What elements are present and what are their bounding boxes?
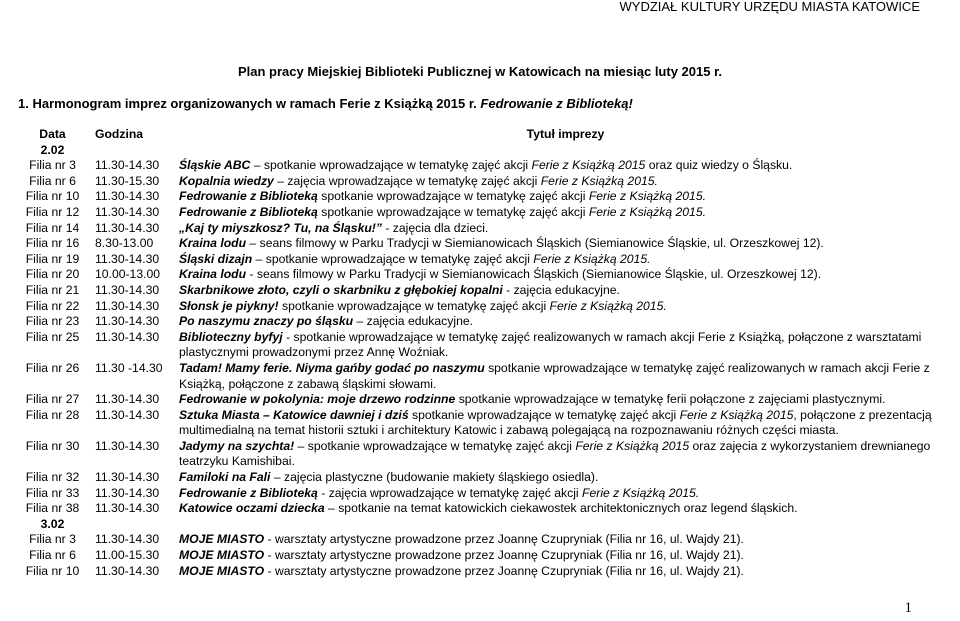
table-row: [12, 408, 954, 439]
event-name: Słonsk je piykny!: [179, 298, 279, 313]
branch-cell: Filia nr 22: [25, 298, 80, 313]
event-separator: -: [264, 548, 275, 563]
event-campaign-name: Ferie z Książką 2015.: [588, 189, 707, 204]
table-row: [12, 299, 954, 315]
time-cell: 8.30-13.00: [95, 236, 154, 251]
table-row: [12, 314, 954, 330]
table-row: [12, 564, 954, 580]
table-row: [12, 221, 954, 237]
event-text: seans filmowy w Parku Tradycji w Siemianowicach Śląskich (Siemianowice Śląskie, ul. Orzeszkowej 12).: [259, 236, 824, 251]
event-text-tail: oraz zajęcia z wykorzystaniem drewnianego teatrzyku Kamishibai.: [179, 438, 931, 469]
event-name: Kraina lodu: [179, 236, 247, 251]
branch-cell: Filia nr 26: [25, 360, 80, 375]
event-name: Po naszymu znaczy po śląsku: [179, 314, 354, 329]
document-title: Plan pracy Miejskiej Biblioteki Publicznej w Katowicach na miesiąc luty 2015 r.: [237, 64, 723, 79]
branch-cell: Filia nr 20: [25, 267, 80, 282]
event-text: spotkanie wprowadzające w tematykę zajęć akcji: [265, 251, 534, 266]
date-cell: 2.02: [40, 142, 65, 157]
table-row: [12, 205, 954, 221]
table-row: [12, 470, 954, 486]
event-text: spotkanie na temat katowickich ciekawostek architektonicznych oraz legend śląskich.: [338, 501, 798, 516]
event-description-cell: [177, 330, 954, 361]
event-text: zajęcia wprowadzające w tematykę zajęć akcji: [328, 485, 583, 500]
time-cell: 11.30-14.30: [95, 485, 160, 500]
branch-cell: Filia nr 38: [25, 501, 80, 516]
table-row: [12, 158, 954, 174]
event-separator: –: [294, 438, 308, 453]
time-cell: 11.30-14.30: [95, 204, 160, 219]
event-text: spotkanie wprowadzające w tematykę zajęć realizowanych w ramach akcji Ferie z Książką, połączone z zabawą śląskimi słowami.: [179, 360, 930, 391]
time-cell: 11.30-14.30: [95, 251, 160, 266]
empty-cell: [177, 517, 954, 533]
event-text: spotkanie wprowadzające w tematykę zajęć akcji: [263, 158, 532, 173]
event-name: Fedrowanie z Biblioteką: [179, 189, 318, 204]
event-description-cell: [177, 439, 954, 470]
event-description-cell: [177, 267, 954, 283]
time-cell: 11.30-14.30: [95, 298, 160, 313]
table-row: [12, 330, 954, 361]
event-text: zajęcia edukacyjne.: [366, 314, 474, 329]
event-name: Katowice oczami dziecka: [179, 501, 325, 516]
event-text: spotkanie wprowadzające w tematykę zajęć akcji: [281, 298, 550, 313]
branch-cell: Filia nr 32: [25, 470, 80, 485]
table-row: [12, 236, 954, 252]
date-row: [12, 517, 954, 533]
time-cell: 11.30-14.30: [95, 189, 160, 204]
event-description-cell: [177, 299, 954, 315]
event-separator: -: [246, 267, 257, 282]
branch-cell: Filia nr 25: [25, 329, 80, 344]
event-text: warsztaty artystyczne prowadzone przez Joannę Czupryniak (Filia nr 16, ul. Wajdy 21).: [274, 563, 744, 578]
time-cell: 11.30-14.30: [95, 282, 160, 297]
branch-cell: Filia nr 23: [25, 314, 80, 329]
event-name: Fedrowanie w pokolynia: moje drzewo rodzinne: [179, 392, 456, 407]
event-description-cell: [177, 486, 954, 502]
branch-cell: Filia nr 12: [25, 204, 80, 219]
time-cell: 11.30-14.30: [95, 532, 160, 547]
table-row: [12, 392, 954, 408]
event-description-cell: [177, 361, 954, 392]
event-description-cell: [177, 252, 954, 268]
table-row: [12, 486, 954, 502]
empty-cell: [93, 517, 177, 533]
event-campaign-name: Ferie z Książką 2015.: [540, 173, 658, 188]
branch-cell: Filia nr 21: [25, 282, 80, 297]
table-row: [12, 189, 954, 205]
event-separator: –: [324, 501, 339, 516]
branch-cell: Filia nr 6: [29, 173, 76, 188]
events-table: [12, 127, 954, 579]
branch-cell: Filia nr 33: [25, 485, 80, 500]
event-name: Skarbnikowe złoto, czyli o skarbniku z głębokiej kopalni: [179, 282, 503, 297]
time-cell: 11.30-14.30: [95, 501, 160, 516]
event-name: Fedrowanie z Biblioteką: [179, 204, 318, 219]
time-cell: 11.30-14.30: [95, 329, 160, 344]
event-campaign-name: Ferie z Książką 2015.: [582, 485, 700, 500]
event-campaign-name: Ferie z Książką 2015.: [588, 204, 707, 219]
event-separator: -: [264, 563, 275, 578]
event-separator: –: [250, 158, 264, 173]
table-row: [12, 532, 954, 548]
time-cell: 11.00-15.30: [95, 548, 160, 563]
time-cell: 11.30-14.30: [95, 563, 160, 578]
event-description-cell: [177, 408, 954, 439]
event-description-cell: [177, 314, 954, 330]
event-separator: -: [317, 485, 329, 500]
time-cell: 11.30-15.30: [95, 173, 160, 188]
event-name: Tadam! Mamy ferie. Niyma gańby godać po naszymu: [179, 360, 485, 375]
event-description-cell: [177, 392, 954, 408]
section-heading-slogan: Fedrowanie z Biblioteką!: [480, 96, 633, 111]
event-name: MOJE MIASTO: [179, 532, 265, 547]
event-text: - zajęcia dla dzieci.: [385, 220, 489, 235]
branch-cell: Filia nr 16: [25, 236, 80, 251]
column-header-title: Tytuł imprezy: [526, 127, 605, 141]
event-name: Kopalnia wiedzy: [179, 173, 274, 188]
department-header: WYDZIAŁ KULTURY URZĘDU MIASTA KATOWICE: [619, 0, 920, 14]
event-name: Śląski dizajn: [179, 251, 253, 266]
event-separator: -: [264, 532, 275, 547]
event-text: warsztaty artystyczne prowadzone przez Joannę Czupryniak (Filia nr 16, ul. Wajdy 21).: [274, 548, 744, 563]
event-campaign-name: Ferie z Książką 2015: [531, 158, 646, 173]
event-description-cell: [177, 221, 954, 237]
event-campaign-name: Ferie z Książką 2015.: [533, 251, 651, 266]
events-body: [12, 143, 954, 580]
event-separator: –: [270, 470, 284, 485]
branch-cell: Filia nr 28: [25, 407, 80, 422]
date-row: [12, 143, 954, 159]
table-row: [12, 439, 954, 470]
column-header-time: Godzina: [95, 127, 144, 141]
branch-cell: Filia nr 14: [25, 220, 80, 235]
event-text: spotkanie wprowadzające w tematykę ferii połączone z zajęciami plastycznymi.: [458, 392, 886, 407]
event-description-cell: [177, 236, 954, 252]
branch-cell: Filia nr 27: [25, 392, 80, 407]
event-name: Sztuka Miasta – Katowice dawniej i dziś: [179, 407, 409, 422]
event-campaign-name: Ferie z Książką 2015.: [549, 298, 667, 313]
event-description-cell: [177, 158, 954, 174]
branch-cell: Filia nr 3: [29, 158, 76, 173]
event-separator: –: [246, 236, 260, 251]
event-name: MOJE MIASTO: [179, 563, 265, 578]
event-separator: –: [353, 314, 367, 329]
event-description-cell: [177, 564, 954, 580]
branch-cell: Filia nr 6: [29, 548, 76, 563]
event-text-tail: oraz quiz wiedzy o Śląsku.: [645, 158, 793, 173]
table-row: [12, 361, 954, 392]
time-cell: 11.30-14.30: [95, 438, 160, 453]
event-name: Jadymy na szychta!: [179, 438, 295, 453]
event-text: spotkanie wprowadzające w tematykę zajęć akcji: [412, 407, 680, 422]
branch-cell: Filia nr 30: [25, 438, 80, 453]
event-description-cell: [177, 205, 954, 221]
event-campaign-name: Ferie z Książką 2015: [679, 407, 794, 422]
branch-cell: Filia nr 10: [25, 189, 80, 204]
event-name: Familoki na Fali: [179, 470, 271, 485]
event-text: zajęcia plastyczne (budowanie makiety śląskiego osiedla).: [284, 470, 599, 485]
event-name: Kraina lodu: [179, 267, 247, 282]
event-name: Fedrowanie z Biblioteką: [179, 485, 318, 500]
table-row: [12, 283, 954, 299]
event-description-cell: [177, 548, 954, 564]
table-row: [12, 548, 954, 564]
section-heading: [18, 96, 633, 111]
column-header-date: Data: [39, 127, 66, 141]
event-text: spotkanie wprowadzające w tematykę zajęć akcji: [321, 204, 589, 219]
branch-cell: Filia nr 19: [25, 251, 80, 266]
event-text: zajęcia wprowadzające w tematykę zajęć akcji: [287, 173, 541, 188]
event-separator: –: [273, 173, 288, 188]
event-description-cell: [177, 283, 954, 299]
branch-cell: Filia nr 10: [25, 563, 80, 578]
table-row: [12, 267, 954, 283]
table-header-row: [12, 127, 954, 143]
event-name: Śląskie ABC: [179, 158, 251, 173]
page-number: 1: [904, 600, 912, 616]
date-cell: 3.02: [40, 516, 65, 531]
event-text: warsztaty artystyczne prowadzone przez Joannę Czupryniak (Filia nr 16, ul. Wajdy 21).: [274, 532, 744, 547]
table-row: [12, 252, 954, 268]
event-description-cell: [177, 501, 954, 517]
table-row: [12, 174, 954, 190]
event-separator: –: [252, 251, 266, 266]
event-text: spotkanie wprowadzające w tematykę zajęć akcji: [321, 189, 589, 204]
time-cell: 11.30 -14.30: [95, 360, 163, 375]
event-name: MOJE MIASTO: [179, 548, 265, 563]
section-heading-text: 1. Harmonogram imprez organizowanych w ramach Ferie z Książką 2015 r.: [18, 96, 481, 111]
event-description-cell: [177, 174, 954, 190]
event-description-cell: [177, 470, 954, 486]
event-text-tail: , połączone z prezentacją multimedialną na temat historii sztuki i architektury Katowic i zabawą polegającą na rozpoznawaniu różnych części miasta.: [179, 407, 932, 438]
event-name: Biblioteczny byfyj: [179, 329, 283, 344]
time-cell: 11.30-14.30: [95, 407, 160, 422]
event-text: zajęcia edukacyjne.: [513, 282, 620, 297]
time-cell: 11.30-14.30: [95, 470, 160, 485]
branch-cell: Filia nr 3: [29, 532, 76, 547]
event-separator: -: [502, 282, 514, 297]
empty-cell: [93, 143, 177, 159]
time-cell: 11.30-14.30: [95, 158, 160, 173]
event-campaign-name: Ferie z Książką 2015: [575, 438, 690, 453]
event-text: seans filmowy w Parku Tradycji w Siemianowicach Śląskich (Siemianowice Śląskie, ul. Orzeszkowej 12).: [256, 267, 822, 282]
time-cell: 11.30-14.30: [95, 392, 160, 407]
event-name: „Kaj ty miyszkosz? Tu, na Śląsku!”: [179, 220, 382, 235]
event-description-cell: [177, 532, 954, 548]
event-separator: -: [282, 329, 294, 344]
time-cell: 11.30-14.30: [95, 314, 160, 329]
time-cell: 10.00-13.00: [95, 267, 161, 282]
event-text: spotkanie wprowadzające w tematykę zajęć realizowanych w ramach akcji Ferie z Książką, połączone z warsztatami plastycznymi prowadzonymi przez Annę Woźniak.: [179, 329, 922, 360]
empty-cell: [177, 143, 954, 159]
table-row: [12, 501, 954, 517]
event-description-cell: [177, 189, 954, 205]
time-cell: 11.30-14.30: [95, 220, 160, 235]
event-text: spotkanie wprowadzające w tematykę zajęć akcji: [307, 438, 576, 453]
